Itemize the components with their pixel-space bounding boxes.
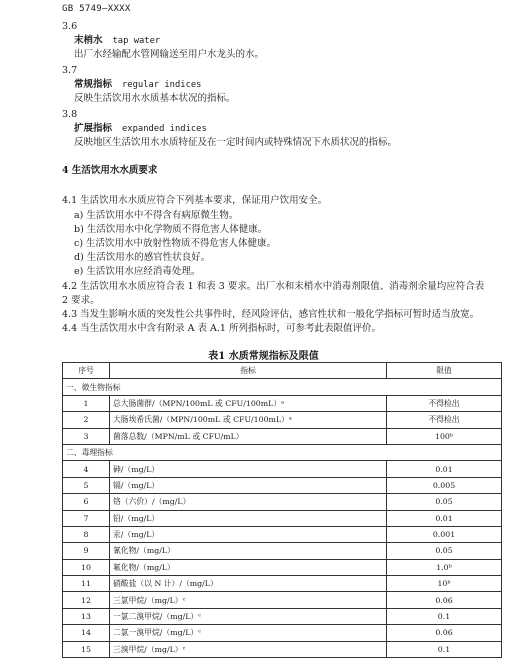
cell-no: 2 — [63, 412, 110, 428]
cell-limit: 100ᵇ — [387, 428, 502, 444]
cell-index: 铬（六价）/（mg/L） — [110, 494, 387, 510]
cell-no: 10 — [63, 559, 110, 575]
paragraph-4-2: 4.2 生活饮用水水质应符合表 1 和表 3 要求。出厂水和末梢水中消毒剂限值、消毒剂余量均应符合表 — [62, 281, 485, 292]
cell-index: 铅/（mg/L） — [110, 510, 387, 526]
cell-limit: 0.05 — [387, 494, 502, 510]
cell-index: 汞/（mg/L） — [110, 526, 387, 542]
document-header: GB 5749—XXXX — [62, 4, 131, 14]
table-header-row — [63, 363, 502, 379]
cell-limit: 0.01 — [387, 461, 502, 477]
cell-limit: 0.1 — [387, 641, 502, 657]
category-row — [63, 379, 502, 395]
def-term — [74, 122, 207, 136]
list-item: a) 生活饮用水中不得含有病原微生物。 — [74, 210, 239, 221]
cell-limit: 0.01 — [387, 510, 502, 526]
cell-limit: 0.1 — [387, 608, 502, 624]
header-limit: 限值 — [387, 363, 502, 379]
table-row — [63, 494, 502, 510]
cell-no: 7 — [63, 510, 110, 526]
table-row — [63, 477, 502, 493]
cell-index: 氰化物/（mg/L） — [110, 543, 387, 559]
table-row — [63, 641, 502, 657]
table-row — [63, 576, 502, 592]
cell-limit: 0.06 — [387, 592, 502, 608]
table-title: 表1 水质常规指标及限值 — [208, 351, 319, 362]
table-row — [63, 625, 502, 641]
cell-no: 9 — [63, 543, 110, 559]
cell-index: 硝酸盐（以 N 计）/（mg/L） — [110, 576, 387, 592]
cell-no: 4 — [63, 461, 110, 477]
cell-no: 3 — [63, 428, 110, 444]
table-row — [63, 526, 502, 542]
def-number: 3.7 — [62, 65, 78, 76]
cell-index: 砷/（mg/L） — [110, 461, 387, 477]
list-item: d) 生活饮用水的感官性状良好。 — [74, 252, 211, 263]
cell-index: 大肠埃希氏菌/（MPN/100mL 或 CFU/100mL）ᵃ — [110, 412, 387, 428]
cell-no: 13 — [63, 608, 110, 624]
paragraph-4-2-cont: 2 要求。 — [62, 295, 100, 306]
cell-limit: 0.001 — [387, 526, 502, 542]
def-term-cn: 扩展指标 — [74, 123, 113, 134]
def-term-en: expanded indices — [122, 124, 207, 134]
cell-no: 1 — [63, 395, 110, 411]
def-term — [74, 34, 160, 48]
table-row — [63, 412, 502, 428]
def-term-cn: 末梢水 — [74, 35, 103, 46]
table-row — [63, 608, 502, 624]
cell-no: 5 — [63, 477, 110, 493]
cell-limit: 不得检出 — [387, 412, 502, 428]
list-item: e) 生活饮用水应经消毒处理。 — [74, 266, 201, 277]
table-row — [63, 559, 502, 575]
cell-no: 8 — [63, 526, 110, 542]
cell-index: 总大肠菌群/（MPN/100mL 或 CFU/100mL）ᵃ — [110, 395, 387, 411]
paragraph-4-1: 4.1 生活饮用水水质应符合下列基本要求，保证用户饮用安全。 — [62, 195, 328, 206]
category-row — [63, 444, 502, 460]
def-term-en: tap water — [112, 36, 161, 46]
cell-limit: 10ᵇ — [387, 576, 502, 592]
def-term — [74, 78, 201, 92]
cell-limit: 1.0ᵇ — [387, 559, 502, 575]
table-row — [63, 510, 502, 526]
table-row — [63, 543, 502, 559]
cell-index: 二氯一溴甲烷/（mg/L）ᶜ — [110, 625, 387, 641]
list-item: b) 生活饮用水中化学物质不得危害人体健康。 — [74, 224, 268, 235]
cell-no: 15 — [63, 641, 110, 657]
indices-table — [62, 362, 502, 658]
category-toxicological: 二、毒理指标 — [63, 444, 502, 460]
def-description: 反映生活饮用水水质基本状况的指标。 — [74, 93, 236, 104]
paragraph-4-4: 4.4 当生活饮用水中含有附录 A 表 A.1 所列指标时，可参考此表限值评价。 — [62, 323, 381, 334]
cell-limit: 不得检出 — [387, 395, 502, 411]
table-row — [63, 592, 502, 608]
cell-no: 14 — [63, 625, 110, 641]
cell-index: 三溴甲烷/（mg/L）ᶜ — [110, 641, 387, 657]
table-row — [63, 461, 502, 477]
cell-no: 11 — [63, 576, 110, 592]
def-number: 3.6 — [62, 21, 78, 32]
list-item: c) 生活饮用水中放射性物质不得危害人体健康。 — [74, 238, 277, 249]
cell-limit: 0.005 — [387, 477, 502, 493]
category-microbial: 一、微生物指标 — [63, 379, 502, 395]
def-term-en: regular indices — [122, 80, 202, 90]
cell-index: 一氯二溴甲烷/（mg/L）ᶜ — [110, 608, 387, 624]
cell-index: 氟化物/（mg/L） — [110, 559, 387, 575]
def-description: 出厂水经输配水管网输送至用户水龙头的水。 — [74, 49, 265, 60]
cell-no: 12 — [63, 592, 110, 608]
cell-no: 6 — [63, 494, 110, 510]
section-title: 4 生活饮用水水质要求 — [62, 165, 158, 176]
def-term-cn: 常规指标 — [74, 79, 113, 90]
cell-index: 菌落总数/（MPN/mL 或 CFU/mL） — [110, 428, 387, 444]
cell-limit: 0.05 — [387, 543, 502, 559]
def-number: 3.8 — [62, 109, 78, 120]
paragraph-4-3: 4.3 当发生影响水质的突发性公共事件时，经风险评估，感官性状和一般化学指标可暂时适当放宽。 — [62, 309, 480, 320]
cell-index: 三氯甲烷/（mg/L）ᶜ — [110, 592, 387, 608]
cell-index: 镉/（mg/L） — [110, 477, 387, 493]
cell-limit: 0.06 — [387, 625, 502, 641]
table-row — [63, 395, 502, 411]
header-no: 序号 — [63, 363, 110, 379]
def-description: 反映地区生活饮用水水质特征及在一定时间内或特殊情况下水质状况的指标。 — [74, 137, 398, 148]
header-index: 指标 — [110, 363, 387, 379]
table-row — [63, 428, 502, 444]
